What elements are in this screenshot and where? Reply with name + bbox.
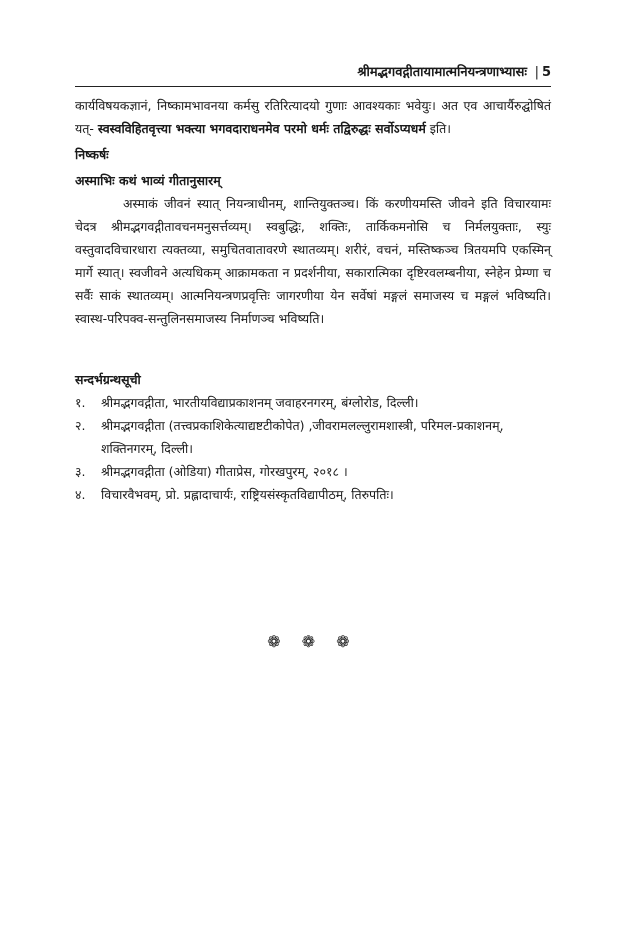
conclusion-paragraph: अस्माकं जीवनं स्यात् नियन्त्राधीनम्, शान्तियुक्तञ्च। किं करणीयमस्ति जीवने इति विचारयामः चेदत्र श्रीमद्भगवद्गीतावचनमनुसर्त्तव्यम्। स्वबुद्धिः, शक्तिः, तार्किकमनोसि च निर्मलयुक्ताः, स्युः वस्तुवादविचारधारा त्यक्तव्या, समुचितवातावरणे स्थातव्यम्। शरीरं, वचनं, मस्तिष्कञ्च त्रितयमपि एकस्मिन् मार्गे स्यात्। स्वजीवने अत्यधिकम् आक्रामकता न प्रदर्शनीया, सकारात्मिका दृष्टिरवलम्बनीया, स्नेहेन प्रेम्णा च सर्वैः साकं स्थातव्यम्। आत्मनियन्त्रणप्रवृत्तिः जागरणीया येन सर्वेषां मङ्गलं समाजस्य च मङ्गलं भविष्यति। स्वास्थ-परिपक्व-सन्तुलिनसमाजस्य निर्माणञ्च भविष्यति। — [75, 196, 551, 326]
running-header — [75, 62, 551, 87]
conclusion-subheading: अस्माभिः कथं भाव्यं गीतानुसारम् — [75, 173, 221, 188]
bibliography-item-number: ४. — [75, 487, 86, 502]
bibliography-item-text: श्रीमद्भगवद्गीता, भारतीयविद्याप्रकाशनम् जवाहरनगरम्, बंग्लोरोड, दिल्ली। — [101, 395, 419, 410]
bibliography-item-number: ३. — [75, 464, 86, 479]
flower-ornament-icon: ❁ ❁ ❁ — [267, 632, 358, 651]
intro-text-start: कार्यविषयकज्ञानं, निष्कामभावनया कर्मसु रतिरित्यादयो गुणाः आवश्यकाः भवेयुः। अत एव आचार्यैरुद्घोषितं यत्- — [75, 98, 551, 136]
bibliography-item — [75, 414, 551, 460]
bibliography-item-text: श्रीमद्भगवद्गीता (ओडिया) गीताप्रेस, गोरखपुरम्, २०१८ । — [101, 464, 348, 479]
page-number: 5 — [541, 65, 551, 80]
page-body — [75, 94, 551, 506]
conclusion-heading: निष्कर्षः — [75, 147, 109, 162]
bibliography-item — [75, 460, 551, 483]
intro-bold-quote: स्वस्वविहितवृत्त्या भक्त्या भगवदाराधनमेव परमो धर्मः तद्विरुद्धः सर्वोऽप्यधर्म — [97, 121, 426, 136]
bibliography-item-number: १. — [75, 395, 86, 410]
header-separator: | — [534, 65, 539, 80]
running-title: श्रीमद्भगवद्गीतायामात्मनियन्त्रणाभ्यासः — [357, 65, 528, 80]
bibliography-item-text: श्रीमद्भगवद्गीता (तत्त्वप्रकाशिकेत्याद्यष्टटीकोपेत) ,जीवरामलल्लुरामशास्त्री, परिमल-प्रकाशनम्, शक्तिनगरम्, दिल्ली। — [101, 418, 504, 456]
bibliography-item — [75, 391, 551, 414]
bibliography-item — [75, 483, 551, 506]
bibliography-heading: सन्दर्भग्रन्थसूची — [75, 372, 141, 387]
bibliography-item-text: विचारवैभवम्, प्रो. प्रह्लादाचार्यः, राष्ट्रियसंस्कृतविद्यापीठम्, तिरुपतिः। — [101, 487, 394, 502]
bibliography-item-number: २. — [75, 418, 86, 433]
bibliography-list — [75, 391, 551, 506]
intro-text-end: इति। — [425, 121, 452, 136]
intro-paragraph — [75, 94, 551, 140]
